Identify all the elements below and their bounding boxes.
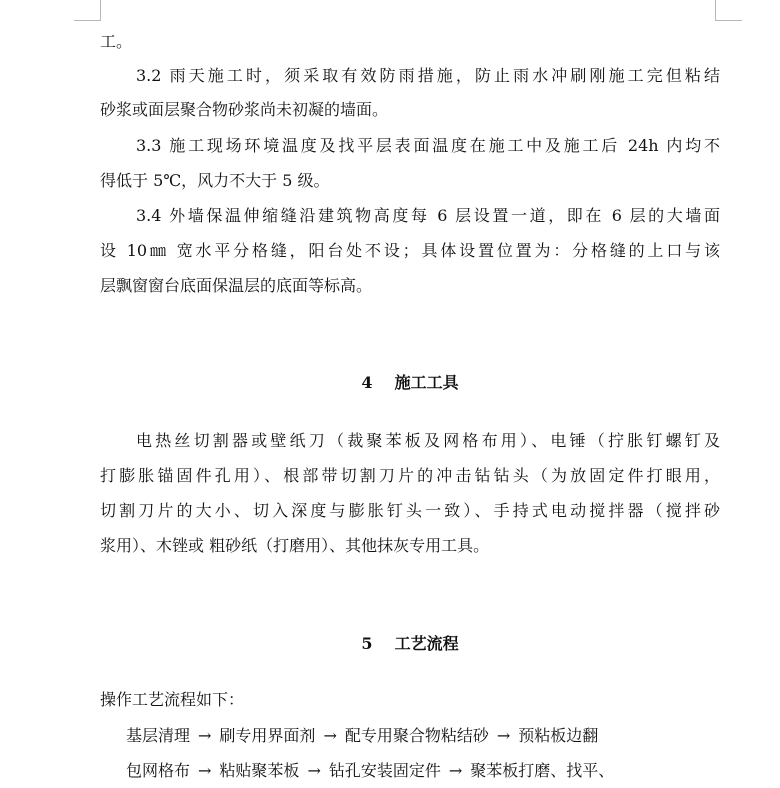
flow-arrow-icon: → bbox=[198, 761, 212, 780]
section-5-number: 5 bbox=[361, 634, 373, 653]
clause-3-2-line-2: 砂浆或面层聚合物砂浆尚未初凝的墙面。 bbox=[100, 100, 389, 119]
section-4-line-4: 浆用）、木锉或 粗砂纸（打磨用）、其他抹灰专用工具。 bbox=[100, 536, 490, 555]
flow-step: 配专用聚合物粘结砂 bbox=[344, 726, 489, 745]
section-4-number: 4 bbox=[361, 373, 373, 392]
section-5-intro: 操作工艺流程如下： bbox=[100, 690, 245, 709]
clause-3-2-line-1: 3.2 雨天施工时，须采取有效防雨措施，防止雨水冲刷刚施工完但粘结 bbox=[136, 66, 720, 85]
clause-3-3-line-1: 3.3 施工现场环境温度及找平层表面温度在施工中及施工后 24h 内均不 bbox=[136, 136, 720, 155]
flow-arrow-icon: → bbox=[496, 726, 511, 745]
flow-step: 刷专用界面剂 bbox=[219, 726, 316, 745]
section-5-title: 工艺流程 bbox=[394, 634, 459, 653]
clause-3-3-line-2: 得低于 5℃，风力不大于 5 级。 bbox=[100, 171, 330, 190]
flow-arrow-icon: → bbox=[307, 761, 321, 780]
page-corner-mark-top-right bbox=[715, 0, 742, 21]
flow-step: 聚苯板打磨、找平、 bbox=[470, 761, 615, 780]
flow-step: 基层清理 bbox=[126, 726, 191, 745]
flow-step: 钻孔安装固定件 bbox=[328, 761, 441, 780]
flow-step: 预粘板边翻 bbox=[518, 726, 599, 745]
section-4-heading bbox=[100, 371, 720, 395]
flow-step: 粘贴聚苯板 bbox=[219, 761, 300, 780]
section-4-title: 施工工具 bbox=[394, 373, 459, 392]
flow-arrow-icon: → bbox=[198, 726, 212, 745]
clause-3-4-line-3: 层飘窗窗台底面保温层的底面等标高。 bbox=[100, 276, 373, 295]
flow-arrow-icon: → bbox=[448, 761, 463, 780]
flow-step: 包网格布 bbox=[126, 761, 191, 780]
flow-arrow-icon: → bbox=[323, 726, 337, 745]
page-corner-mark-top-left bbox=[74, 0, 101, 21]
paragraph-tail-line: 工。 bbox=[100, 32, 133, 51]
process-flow-row-1 bbox=[126, 724, 598, 748]
section-4-line-1: 电热丝切割器或壁纸刀（裁聚苯板及网格布用）、电锤（拧胀钉螺钉及 bbox=[136, 431, 720, 450]
clause-3-4-line-1: 3.4 外墙保温伸缩缝沿建筑物高度每 6 层设置一道，即在 6 层的大墙面 bbox=[136, 206, 720, 225]
section-4-line-3: 切割刀片的大小、切入深度与膨胀钉头一致）、手持式电动搅拌器（搅拌砂 bbox=[100, 501, 720, 520]
process-flow-row-2 bbox=[126, 759, 614, 783]
section-4-line-2: 打膨胀锚固件孔用）、根部带切割刀片的冲击钻钻头（为放固定件打眼用， bbox=[100, 466, 720, 485]
clause-3-4-line-2: 设 10㎜ 宽水平分格缝，阳台处不设；具体设置位置为：分格缝的上口与该 bbox=[100, 241, 720, 260]
section-5-heading bbox=[100, 632, 720, 656]
